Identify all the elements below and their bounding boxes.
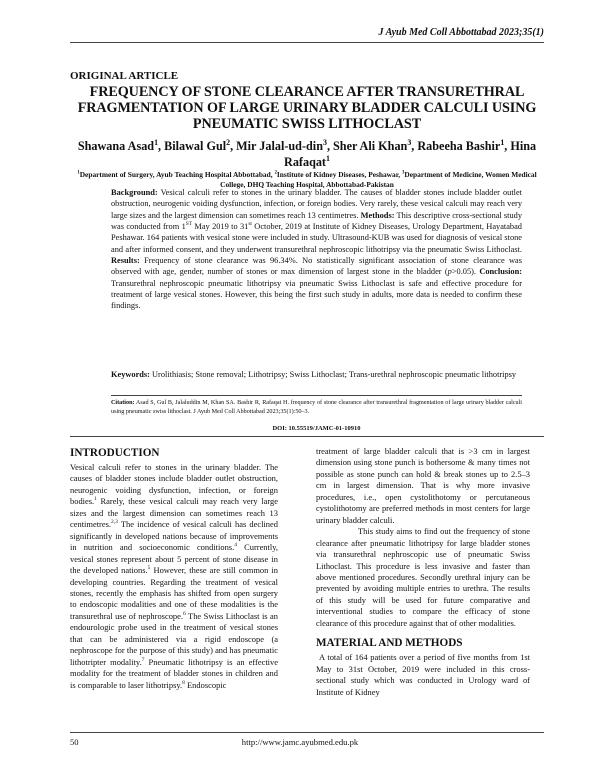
intro-paragraph-2: treatment of large bladder calculi that is >3 cm in largest dimension using stone punch is bothersome & many times not possible as stone punch can hold & break stones up to 2.5–3 cm in largest dimension. That is why more invasive procedures, i.e., open cystolithotomy or percutaneous cystolithotomy are preferred methods in most centers for large urinary bladder calculi. <box>316 446 530 525</box>
left-column <box>70 446 278 691</box>
journal-url-link[interactable]: http://www.jamc.ayubmed.edu.pk <box>241 737 359 747</box>
intro-paragraph-3: This study aims to find out the frequency of stone clearance after pneumatic lithotripsy for large bladder stones via transurethral nephroscopic use of pneumatic Swiss Lithoclast. This procedure is less invasive and faster than above mentioned procedures. Secondly urethral injury can be prevented by avoiding multiple entries to urethra. The results of this study will be used for future comparative and interventional studies to compare the efficacy of stone clearance of this procedure against that of other modalities. <box>316 526 530 628</box>
affiliations: $^1$Department of Surgery, Ayub Teaching Hospital Abbottabad, $^2$Institute of Kidney Diseases, Peshawar, $^3$Department of Medicine, Women Medical College, DHQ Teaching Hospital, Abbottabad-Pakistan <box>77 170 537 189</box>
keywords: Keywords: Urolithiasis; Stone removal; Lithotripsy; Swiss Lithoclast; Trans-urethral nephroscopic pneumatic lithotripsy <box>111 370 517 379</box>
citation-rule-top <box>111 395 522 396</box>
journal-header: J Ayub Med Coll Abbottabad 2023;35(1) <box>378 27 544 38</box>
header-rule <box>70 42 544 43</box>
intro-heading: INTRODUCTION <box>70 447 160 459</box>
intro-paragraph-1: Vesical calculi refer to stones in the urinary bladder. The causes of bladder stones include bladder outlet obstruction, neurogenic voiding dysfunction, infection, or foreign bodies.$^1$ Rarely, these vesical calculi may reach very large sizes and the largest dimension can sometimes reach 13 centimetres.$^{2,3}$ The incidence of vesical calculi has declined significantly in developed nations because of improvements in nutrition and socioeconomic conditions.$^4$ Currently, vesical stones represent about 5 percent of stone disease in the developed nations.$^5$ However, these are still common in developing countries. Regarding the treatment of vesical stones, recently the emphasis has shifted from open surgery to endoscopic modalities and one of these modalities is the transurethral use of nephroscope.$^6$ The Swiss Lithoclast is an endourologic probe used in the treatment of vesical stones that can be administered via a rigid endoscope (a nephroscope for the purpose of this study) and has pneumatic lithotripter modality.$^7$ Pneumatic lithotripsy is an effective modality for the treatment of bladder stones in children and is comparable to laser lithotripsy.$^8$ Endoscopic <box>70 462 278 690</box>
doi[interactable]: DOI: 10.55519/JAMC-01-10910 <box>272 425 361 432</box>
right-column <box>316 446 530 698</box>
footer-rule <box>70 732 544 733</box>
citation-rule-bottom <box>70 436 544 437</box>
page-number: 50 <box>70 737 79 747</box>
abstract <box>111 187 522 312</box>
article-type: ORIGINAL ARTICLE <box>70 70 179 82</box>
methods-paragraph-1: A total of 164 patients over a period of five months from 1st May to 31st October, 2019 were included in this cross-sectional study which was conducted in Urology ward of Institute of Kidney <box>316 652 530 697</box>
methods-heading: MATERIAL AND METHODS <box>316 637 463 650</box>
citation: Citation: Asad S, Gul B, Jalaluddin M, Khan SA. Bashir R, Rafaqat H. frequency of stone clearance after transurethral fragmentation of large urinary bladder calculi using pneumatic swiss lithoclast. J Ayub Med Coll Abbottabad 2023;35(1):50–3. <box>111 400 522 415</box>
abstract-text: Background: Vesical calculi refer to stones in the urinary bladder. The causes of bladder stones include bladder outlet obstruction, neurogenic voiding dysfunction, infection, or foreign bodies. Very rarely, these vesical calculi may reach very large sizes and the largest dimension can sometimes reach 13 centimetres. Methods: This descriptive cross-sectional study was conducted from 1ST May 2019 to 31st October, 2019 at Institute of Kidney Diseases, Urology Department, Hayatabad Peshawar. 164 patients with vesical stone were included in study. Ultrasound-KUB was used for diagnosis of vesical stone and after informed consent, and they underwent transurethral nephroscopic lithotripsy via the pneumatic Swiss Lithoclast. Results: Frequency of stone clearance was 96.34%. No statistically significant association of stone clearance was observed with age, gender, number of stones or max dimension of largest stone in the bladder (p>0.05). Conclusion: Transurethral nephroscopic pneumatic lithotripsy via pneumatic Swiss Lithoclast is safe and effective procedure for treatment of large vesical stones. However, this being the first such study in adults, more data is needed to confirm these findings. <box>111 188 523 311</box>
author-list: Shawana Asad$^1$, Bilawal Gul$^2$, Mir Jalal-ud-din$^3$, Sher Ali Khan$^3$, Rabeeha Bashir$^1$, Hina Rafaqat$^1$ <box>77 137 537 169</box>
article-title: FREQUENCY OF STONE CLEARANCE AFTER TRANSURETHRAL FRAGMENTATION OF LARGE URINARY BLADDER CALCULI USING PNEUMATIC SWISS LITHOCLAST <box>77 84 537 132</box>
